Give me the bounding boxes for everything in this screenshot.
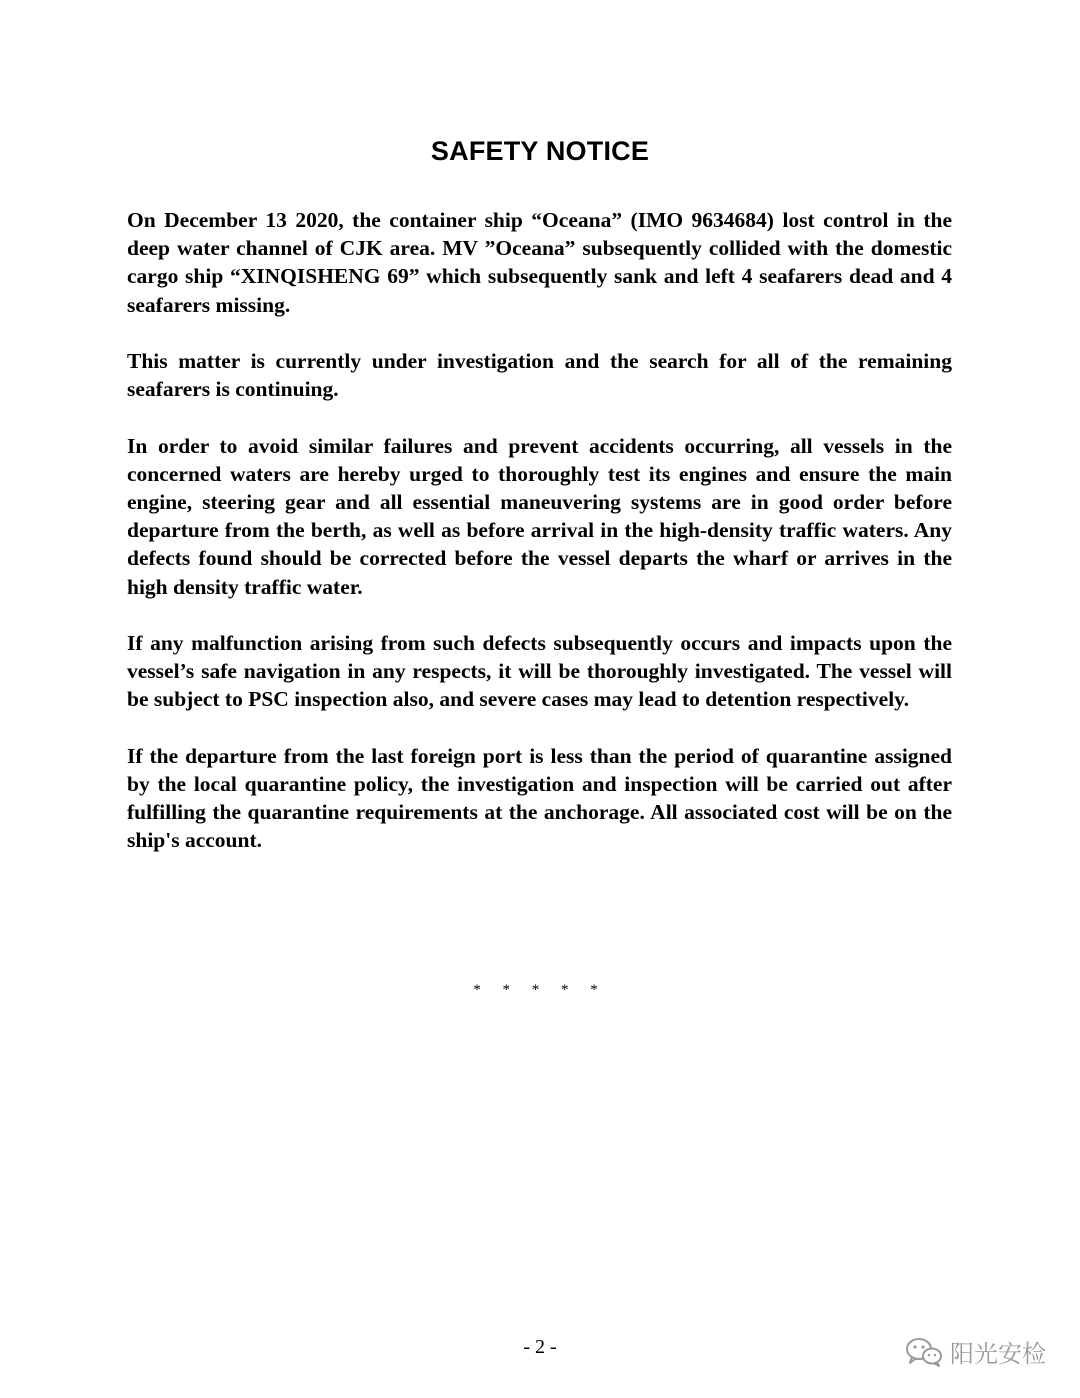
page-title: SAFETY NOTICE (430, 136, 650, 166)
wechat-icon (904, 1336, 944, 1368)
paragraph-requirements: In order to avoid similar failures and prevent accidents occurring, all vessels in the concerned waters are hereby urged to thoroughly test its engines and ensure the main engine, steering gear and all essential maneuvering systems are in good order before departure from the berth, as well as before arrival in the high-density traffic waters. Any defects found should be corrected before the vessel departs the wharf or arrives in the high density traffic water. (127, 433, 952, 599)
paragraph-investigation: This matter is currently under investigation and the search for all of the remaining seafarers is continuing. (127, 349, 952, 402)
paragraph-consequences: If any malfunction arising from such defects subsequently occurs and impacts upon the vessel’s safe navigation in any respects, it will be thoroughly investigated. The vessel will be subject to PSC inspection also, and severe cases may lead to detention respectively. (127, 631, 952, 712)
page-number: - 2 - (523, 1336, 557, 1358)
watermark (904, 1334, 1046, 1369)
paragraph-quarantine: If the departure from the last foreign port is less than the period of quarantine assigned by the local quarantine policy, the investigation and inspection will be carried out after fulfilling the quarantine requirements at the anchorage. All associated cost will be on the ship's account. (127, 743, 952, 853)
watermark-text: 阳光安检 (950, 1340, 1046, 1368)
paragraph-incident: On December 13 2020, the container ship “Oceana” (IMO 9634684) lost control in the deep water channel of CJK area. MV ”Oceana” subsequently collided with the domestic cargo ship “XINQISHENG 69” which subsequently sank and left 4 seafarers dead and 4 seafarers missing. (127, 208, 952, 317)
notice-body (127, 206, 952, 883)
section-separator: * * * * * (473, 982, 607, 998)
